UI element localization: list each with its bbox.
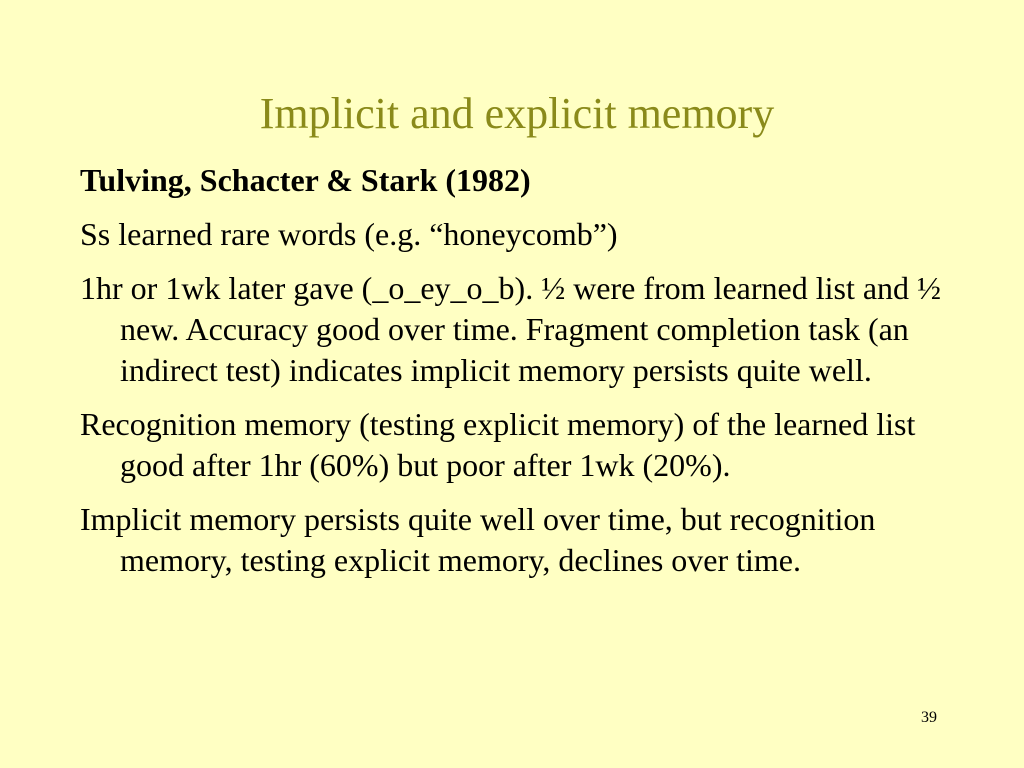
slide-title: Implicit and explicit memory [259, 89, 775, 138]
body-paragraph: Implicit memory persists quite well over time, but recognition memory, testing explicit memory, declines over time. [80, 501, 876, 578]
body-paragraph: Recognition memory (testing explicit memory) of the learned list good after 1hr (60%) but poor after 1wk (20%). [80, 406, 916, 483]
body-paragraph: Ss learned rare words (e.g. “honeycomb”) [80, 216, 618, 252]
slide-number: 39 [921, 709, 937, 726]
citation-heading: Tulving, Schacter & Stark (1982) [80, 162, 531, 198]
body-paragraph: 1hr or 1wk later gave (_o_ey_o_b). ½ were from learned list and ½ new. Accuracy good over time. Fragment completion task (an indirect test) indicates implicit memory persists quite well. [80, 270, 942, 388]
slide-body [80, 160, 950, 594]
